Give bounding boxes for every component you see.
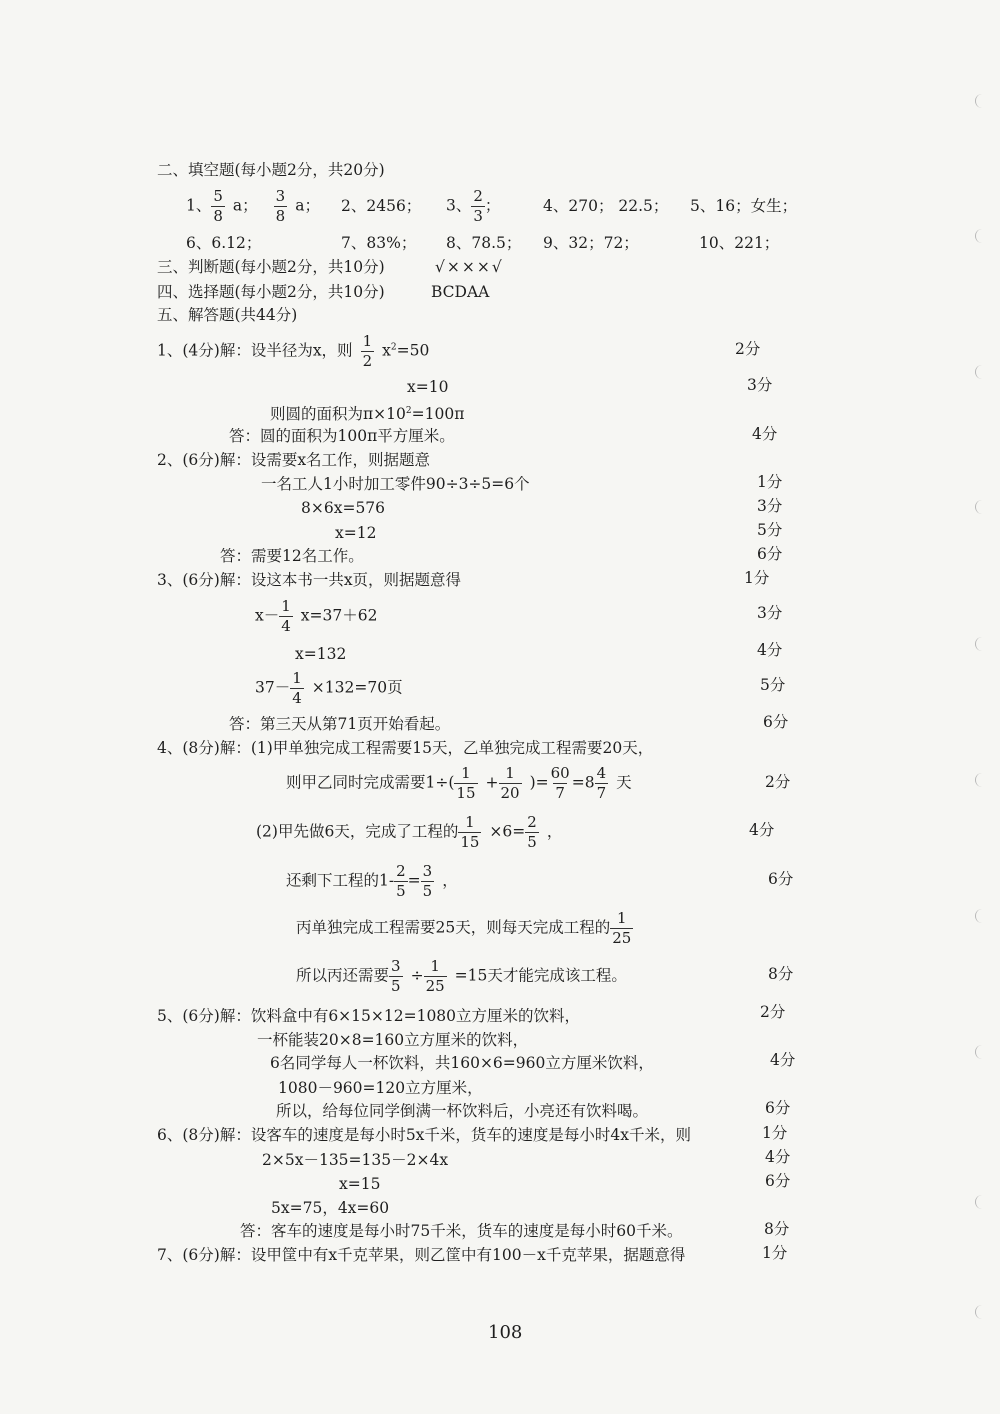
- q5-line-2: 一杯能装20×8=160立方厘米的饮料，: [257, 1031, 529, 1049]
- binding-hole-mark: [975, 94, 986, 108]
- score: 4分: [770, 1051, 796, 1069]
- q2-line-2: 一名工人1小时加工零件90÷3÷5=6个: [261, 475, 530, 493]
- choice-answers: BCDAA: [431, 283, 490, 301]
- q5-line-1: 5、(6分)解：饮料盒中有6×15×12=1080立方厘米的饮料，: [157, 1007, 581, 1025]
- q5-line-3: 6名同学每人一杯饮料，共160×6=960立方厘米饮料，: [270, 1054, 654, 1072]
- score: 6分: [765, 1099, 791, 1117]
- fill-answer-6: 6、6.12；: [186, 234, 262, 252]
- fill-answer-4: 4、270； 22.5；: [543, 197, 669, 215]
- score: 6分: [768, 870, 794, 888]
- q1-line-3: 则圆的面积为$\pi\times 10^2=100\pi$: [270, 405, 465, 424]
- q3-line-1: 3、(6分)解：设这本书一共x页，则据题意得: [157, 571, 462, 589]
- fill-answer-3: 3、 $\frac{2}{3}$ ；: [446, 187, 501, 225]
- score: 1分: [762, 1124, 788, 1142]
- q6-line-1: 6、(8分)解：设客车的速度是每小时5x千米，货车的速度是每小时4x千米，则: [157, 1126, 692, 1144]
- q6-answer: 答：客车的速度是每小时75千米，货车的速度是每小时60千米。: [240, 1222, 683, 1240]
- score: 4分: [752, 425, 778, 443]
- score: 6分: [763, 713, 789, 731]
- score: 3分: [747, 376, 773, 394]
- score: 2分: [760, 1003, 786, 1021]
- binding-hole-mark: [975, 1305, 986, 1319]
- q5-line-5: 所以，给每位同学倒满一杯饮料后，小亮还有饮料喝。: [276, 1102, 649, 1120]
- q1-answer: 答：圆的面积为100π平方厘米。: [229, 427, 455, 445]
- section-heading: 二、填空题(每小题2分，共20分): [157, 161, 385, 179]
- q4-line-3: (2)甲先做6天，完成了工程的 $\frac{1}{15}$ ×6= $\frac{2}{5}$ ，: [256, 813, 563, 851]
- q4-line-4: 还剩下工程的1- $\frac{2}{5}$ = $\frac{3}{5}$ ，: [286, 862, 458, 900]
- section-heading: 四、选择题(每小题2分，共10分): [157, 283, 385, 301]
- binding-hole-mark: [975, 1195, 986, 1209]
- binding-hole-mark: [975, 229, 986, 243]
- score: 5分: [760, 676, 786, 694]
- section-heading: 三、判断题(每小题2分，共10分): [157, 258, 385, 276]
- fill-answer-10: 10、221；: [699, 234, 780, 252]
- q2-line-1: 2、(6分)解：设需要x名工作，则据题意: [157, 451, 431, 469]
- binding-hole-mark: [975, 365, 986, 379]
- q1-line-1: 1、(4分)解：设半径为x，则 $\frac{1}{2}$ $x^2=50$: [157, 332, 430, 370]
- score: 6分: [757, 545, 783, 563]
- page-number: 108: [488, 1322, 523, 1343]
- score: 6分: [765, 1172, 791, 1190]
- binding-hole-mark: [975, 637, 986, 651]
- q3-line-4: 37－ $\frac{1}{4}$ ×132=70页: [255, 669, 403, 707]
- fill-answer-7: 7、83%；: [341, 234, 417, 252]
- fill-answer-2: 2、2456；: [341, 197, 422, 215]
- score: 5分: [757, 521, 783, 539]
- q4-line-6: 所以丙还需要 $\frac{3}{5}$ ÷ $\frac{1}{25}$ =15天才能完成该工程。: [296, 957, 627, 995]
- q4-line-2: 则甲乙同时完成需要1÷( $\frac{1}{15}$ + $\frac{1}{20}$ )= $\frac{60}{7}$ =8 $\frac{4}{7}$ 天: [286, 764, 632, 802]
- q3-answer: 答：第三天从第71页开始看起。: [229, 715, 451, 733]
- q2-answer: 答：需要12名工作。: [220, 547, 364, 565]
- q3-line-2: x－ $\frac{1}{4}$ x=37＋62: [255, 597, 378, 635]
- q6-line-3: x=15: [339, 1175, 381, 1193]
- fill-answer-5: 5、16；女生；: [690, 197, 798, 215]
- q6-line-4: 5x=75，4x=60: [271, 1199, 390, 1217]
- score: 1分: [744, 569, 770, 587]
- q4-line-5: 丙单独完成工程需要25天，则每天完成工程的 $\frac{1}{25}$: [296, 909, 632, 947]
- score: 8分: [764, 1220, 790, 1238]
- score: 4分: [757, 641, 783, 659]
- q2-line-3: 8×6x=576: [301, 499, 386, 517]
- binding-hole-mark: [975, 773, 986, 787]
- q7-line-1: 7、(6分)解：设甲筐中有x千克苹果，则乙筐中有100－x千克苹果，据题意得: [157, 1246, 686, 1264]
- q1-line-2: x=10: [407, 378, 449, 396]
- score: 4分: [749, 821, 775, 839]
- q5-line-4: 1080－960=120立方厘米，: [278, 1079, 483, 1097]
- score: 8分: [768, 965, 794, 983]
- score: 2分: [765, 773, 791, 791]
- score: 4分: [765, 1148, 791, 1166]
- score: 1分: [757, 473, 783, 491]
- score: 3分: [757, 604, 783, 622]
- score: 1分: [762, 1244, 788, 1262]
- q6-line-2: 2×5x－135=135－2×4x: [262, 1151, 449, 1169]
- fill-answer-9: 9、32；72；: [543, 234, 639, 252]
- section-heading: 五、解答题(共44分): [157, 306, 298, 324]
- score: 3分: [757, 497, 783, 515]
- q3-line-3: x=132: [295, 645, 347, 663]
- q2-line-4: x=12: [335, 524, 377, 542]
- binding-hole-mark: [975, 500, 986, 514]
- fill-answer-1: 1、 $\frac{5}{8}$ a； $\frac{3}{8}$ a；: [186, 187, 320, 225]
- judge-answers: √×××√: [435, 258, 504, 276]
- fill-answer-8: 8、78.5；: [446, 234, 522, 252]
- q4-line-1: 4、(8分)解：(1)甲单独完成工程需要15天，乙单独完成工程需要20天，: [157, 739, 654, 757]
- binding-hole-mark: [975, 1045, 986, 1059]
- binding-hole-mark: [975, 909, 986, 923]
- score: 2分: [735, 340, 761, 358]
